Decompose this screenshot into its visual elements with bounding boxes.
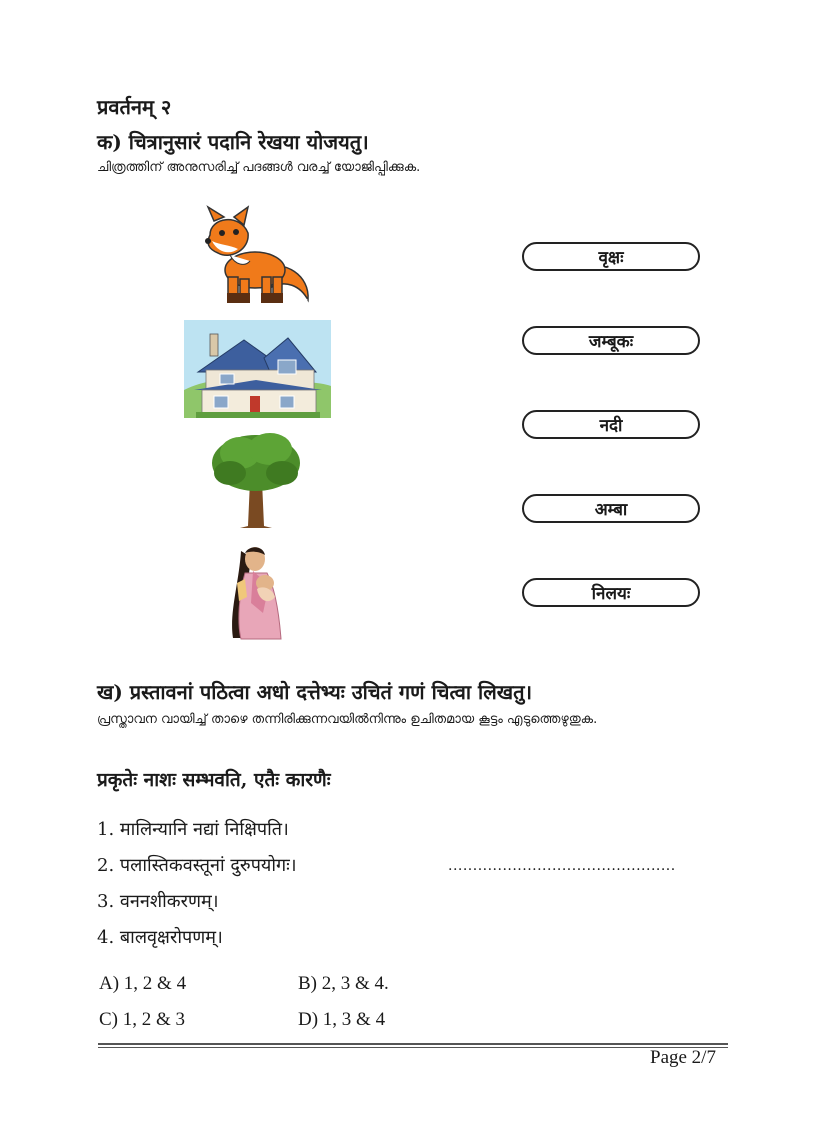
word-pill-nadi[interactable] — [522, 410, 700, 439]
option-b[interactable]: B) 2, 3 & 4. — [298, 973, 389, 994]
fox-icon — [200, 205, 315, 308]
word-pill-label: निलयः — [591, 584, 631, 604]
section-title: प्रवर्तनम् २ — [97, 95, 172, 119]
word-pill-vriksha[interactable] — [522, 242, 700, 271]
footer-divider — [98, 1043, 728, 1045]
list-item: 1. मालिन्यानि नद्यां निक्षिपति। — [97, 819, 289, 840]
list-item: 4. बालवृक्षरोपणम्। — [97, 927, 223, 948]
word-pill-jambuka[interactable] — [522, 326, 700, 355]
word-pill-amba[interactable] — [522, 494, 700, 523]
option-c[interactable]: C) 1, 2 & 3 — [99, 1009, 186, 1030]
question-a-subtitle: ചിത്രത്തിന് അനുസരിച്ച് പദങ്ങൾ വരച്ച് യോജിപ്പിക്കുക. — [97, 160, 421, 175]
word-pill-label: जम्बूकः — [588, 332, 634, 352]
footer-divider-thin — [98, 1047, 728, 1048]
answer-blank[interactable]: .............................................. — [448, 858, 676, 874]
house-icon — [184, 320, 331, 418]
mother-child-icon — [223, 543, 289, 640]
list-item: 2. पलास्तिकवस्तूनां दुरुपयोगः। — [97, 855, 297, 876]
word-pill-nilaya[interactable] — [522, 578, 700, 607]
question-a-title: क) चित्रानुसारं पदानि रेखया योजयतु। — [97, 130, 369, 154]
list-item: 3. वननशीकरणम्। — [97, 891, 219, 912]
question-b-statement: प्रकृतेः नाशः सम्भवति, एतैः कारणैः — [97, 769, 331, 791]
question-b-subtitle: പ്രസ്താവന വായിച്ച് താഴെ തന്നിരിക്കുന്നവയിൽനിന്നും ഉചിതമായ കൂട്ടം എടുത്തെഴുതുക. — [97, 712, 598, 727]
page-number: Page 2/7 — [650, 1047, 716, 1068]
word-pill-label: वृक्षः — [598, 248, 624, 268]
word-pill-label: अम्बा — [594, 500, 628, 520]
option-d[interactable]: D) 1, 3 & 4 — [298, 1009, 386, 1030]
word-pill-label: नदी — [599, 416, 623, 436]
question-b-title: ख) प्रस्तावनां पठित्वा अधो दत्तेभ्यः उचितं गणं चित्वा लिखतु। — [97, 680, 533, 704]
tree-icon — [210, 431, 302, 528]
option-a[interactable]: A) 1, 2 & 4 — [99, 973, 187, 994]
